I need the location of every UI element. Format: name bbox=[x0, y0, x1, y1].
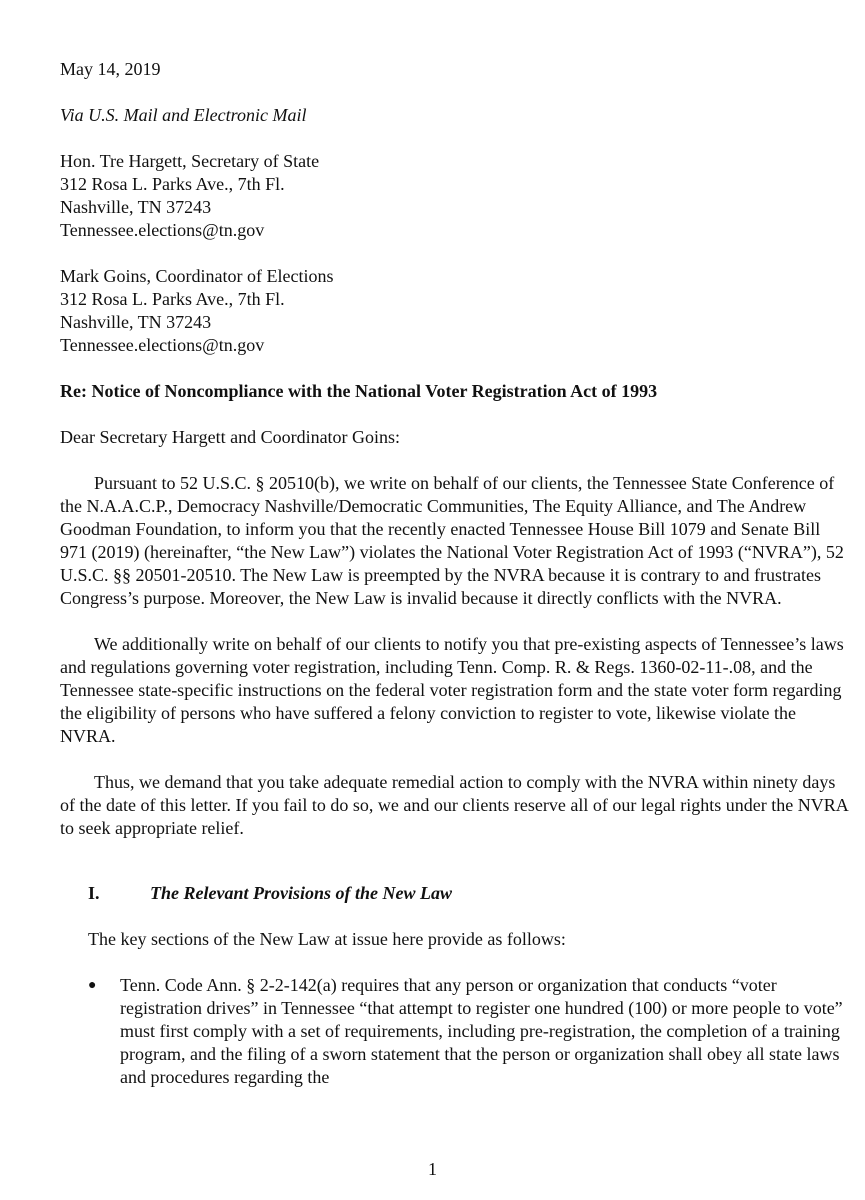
address-line: Nashville, TN 37243 bbox=[60, 197, 212, 217]
page-number: 1 bbox=[428, 1159, 437, 1179]
address-line: Nashville, TN 37243 bbox=[60, 312, 212, 332]
body-paragraph-1: Pursuant to 52 U.S.C. § 20510(b), we write on behalf of our clients, the Tennessee State Conference of the N.A.A.C.P., Democracy Nashville/Democratic Communities, The Equity Alliance, and The Andrew Goodman Foundation, to inform you that the recently enacted Tennessee House Bill 1079 and Senate Bill 971 (2019) (hereinafter, “the New Law”) violates the National Voter Registration Act of 1993 (“NVRA”), 52 U.S.C. §§ 20501-20510. The New Law is preempted by the NVRA because it is contrary to and frustrates Congress’s purpose. Moreover, the New Law is invalid because it directly conflicts with the NVRA. bbox=[60, 473, 844, 608]
list-item-text: Tenn. Code Ann. § 2-2-142(a) requires that any person or organization that conducts “voter registration drives” in Tennessee “that attempt to register one hundred (100) or more people to vote” must first comply with a set of requirements, including pre-registration, the completion of a training program, and the filing of a sworn statement that the person or organization shall obey all state laws and procedures regarding the bbox=[120, 975, 843, 1087]
bullet-icon: ● bbox=[88, 978, 97, 993]
recipient-address-2 bbox=[60, 265, 850, 357]
letter-date: May 14, 2019 bbox=[60, 59, 161, 79]
section-heading bbox=[88, 882, 850, 905]
section-intro: The key sections of the New Law at issue here provide as follows: bbox=[88, 929, 566, 949]
address-line: Mark Goins, Coordinator of Elections bbox=[60, 266, 334, 286]
address-line: Hon. Tre Hargett, Secretary of State bbox=[60, 151, 320, 171]
list-item bbox=[88, 974, 850, 1089]
salutation: Dear Secretary Hargett and Coordinator Goins: bbox=[60, 427, 401, 447]
address-email: Tennessee.elections@tn.gov bbox=[60, 335, 265, 355]
section-number: I. bbox=[88, 883, 100, 903]
letter-page bbox=[60, 58, 850, 1089]
address-line: 312 Rosa L. Parks Ave., 7th Fl. bbox=[60, 174, 285, 194]
section-title: The Relevant Provisions of the New Law bbox=[150, 883, 452, 903]
body-paragraph-3: Thus, we demand that you take adequate remedial action to comply with the NVRA within ninety days of the date of this letter. If you fail to do so, we and our clients reserve all of our legal rights under the NVRA to seek appropriate relief. bbox=[60, 772, 848, 838]
subject-line: Re: Notice of Noncompliance with the National Voter Registration Act of 1993 bbox=[60, 381, 658, 401]
address-line: 312 Rosa L. Parks Ave., 7th Fl. bbox=[60, 289, 285, 309]
recipient-address-1 bbox=[60, 150, 850, 242]
delivery-method: Via U.S. Mail and Electronic Mail bbox=[60, 105, 307, 125]
address-email: Tennessee.elections@tn.gov bbox=[60, 220, 265, 240]
body-paragraph-2: We additionally write on behalf of our clients to notify you that pre-existing aspects of Tennessee’s laws and regulations governing voter registration, including Tenn. Comp. R. & Regs. 1360-02-11-.08, and the Tennessee state-specific instructions on the federal voter registration form and the state voter form regarding the eligibility of persons who have suffered a felony conviction to register to vote, likewise violate the NVRA. bbox=[60, 634, 844, 746]
